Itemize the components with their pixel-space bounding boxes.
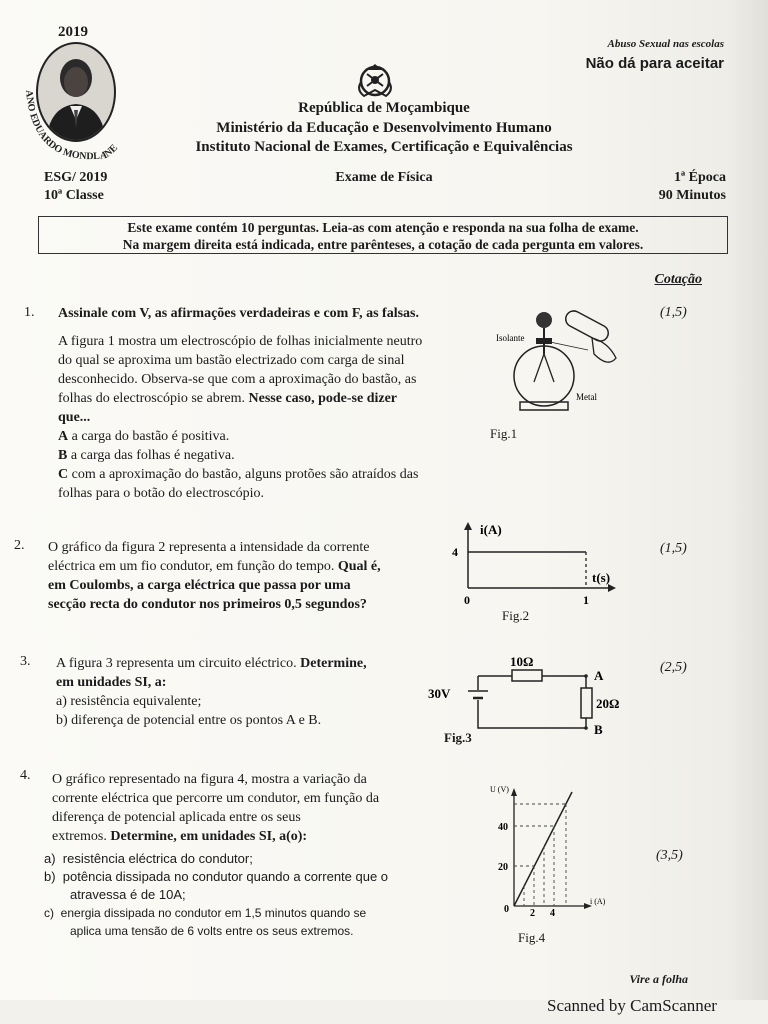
q1-line-5: que... [58,410,91,425]
q4-item-a-letter: a) [44,851,56,866]
fig4-y-20: 20 [498,862,508,873]
q2-score: (1,5) [660,541,687,556]
exam-duration: 90 Minutos [658,188,726,203]
q2-number: 2. [14,538,25,553]
q4-item-c-letter: c) [44,906,54,920]
label-isolante: Isolante [496,333,525,343]
q4-score: (3,5) [656,848,683,863]
label-metal: Metal [576,392,597,402]
q4-item-b [44,868,454,886]
slogan-line-2: Não dá para aceitar [585,55,724,72]
q1-option-c-cont: folhas para o botão do electroscópio. [58,486,265,501]
exam-code: ESG/ 2019 [44,170,108,185]
scanner-watermark [0,996,768,1016]
circuit-wire-left-bottom [478,676,584,728]
instructions-line-1: Este exame contém 10 perguntas. Leia-as com atenção e responda na sua folha de exame. [127,220,639,235]
instructions-box [38,216,728,254]
q3-item-b: b) diferença de potencial entre os pontos A e B. [56,713,322,728]
q1-line-2: do qual se aproxima um bastão electrizado com carga de sinal [58,353,405,368]
q4-item-c-text: energia dissipada no condutor em 1,5 minutos quando se [60,906,367,920]
q1-option-c-text: com a aproximação do bastão, alguns protões são atraídos das [68,467,419,482]
figure-2-graph [440,516,630,608]
q4-line-1: O gráfico representado na figura 4, mostra a variação da [52,772,367,787]
logo-arc-text: ANO EDUARDO MONDLANE [22,89,120,163]
hand-icon [592,338,616,362]
charged-rod [563,308,611,344]
q3-number: 3. [20,654,31,669]
q4-line-4 [52,827,452,846]
q4-item-b-text: potência dissipada no condutor quando a corrente que o [62,869,389,884]
slogan-line-1: Abuso Sexual nas escolas [607,38,724,50]
q1-body [58,332,478,503]
q4-line-3: diferença de potencial aplicada entre os seus [52,810,301,825]
scanner-text: Scanned by CamScanner [547,996,717,1015]
r2-label: 20Ω [596,696,620,711]
q2-line-2a: eléctrica em um fio condutor, em função do tempo. [48,559,338,574]
q4-number: 4. [20,768,31,783]
fig2-x-tick: 1 [583,593,589,607]
q1-option-b [58,446,478,465]
q3-body [56,654,416,730]
figure-2-caption: Fig.2 [502,608,530,623]
q1-line-4 [58,389,478,408]
q3-line-2: em unidades SI, a: [56,675,167,690]
q1-option-b-letter: B [58,448,68,463]
logo-year: 2019 [58,24,88,40]
q4-item-b-letter: b) [44,869,56,884]
leaf-right [544,354,554,382]
leaf-left [534,354,544,382]
fig2-y-tick: 4 [452,545,458,559]
fig4-origin: 0 [504,904,509,915]
exam-grade: 10ª Classe [44,188,104,203]
exam-title: Exame de Física [335,170,433,185]
figure-4-caption: Fig.4 [518,930,546,945]
q2-line-1: O gráfico da figura 2 representa a intensidade da corrente [48,540,370,555]
q2-line-2 [48,557,448,576]
q4-item-c-cont: aplica uma tensão de 6 volts entre os seus extremos. [70,924,354,938]
fig4-line [514,792,572,906]
q1-option-c-letter: C [58,467,69,482]
exam-epoch: 1ª Época [673,170,726,185]
q1-score: (1,5) [660,305,687,320]
figure-4-graph [484,780,614,916]
q1-number: 1. [24,305,35,320]
q2-line-4: secção recta do condutor nos primeiros 0,5 segundos? [48,597,367,612]
q3-line-1 [56,654,416,673]
q1-prompt: Assinale com V, as afirmações verdadeiras e com F, as falsas. [58,306,419,321]
q1-option-b-text: a carga das folhas é negativa. [67,448,235,463]
q2-line-2b: Qual é, [337,559,381,574]
q4-item-a [44,850,454,868]
q4-item-a-text: resistência eléctrica do condutor; [62,851,253,866]
fig4-x-2: 2 [530,908,535,916]
q2-line-3: em Coulombs, a carga eléctrica que passa por uma [48,578,351,593]
q4-items [44,850,454,940]
resistor-10-ohm [512,670,542,681]
q1-line-1: A figura 1 mostra um electroscópio de folhas inicialmente neutro [58,334,423,349]
q3-line-1a: A figura 3 representa um circuito eléctrico. [56,656,301,671]
q1-line-4a: folhas do electroscópio se abrem. [58,391,249,406]
header-line-2: Ministério da Educação e Desenvolvimento Humano [216,120,552,136]
q3-score: (2,5) [660,660,687,675]
q4-body [52,770,452,846]
fig4-y-40: 40 [498,822,508,833]
q1-option-a-letter: A [58,429,69,444]
header-line-1: República de Moçambique [298,100,470,116]
q4-line-4b: Determine, em unidades SI, a(o): [110,829,308,844]
q1-option-a [58,427,478,446]
q3-line-1b: Determine, [300,656,367,671]
insulator-plug [536,338,552,344]
fig4-x-label: i (A) [590,897,606,906]
q1-line-3: desconhecido. Observa-se que com a aproximação do bastão, as [58,372,417,387]
fig2-origin: 0 [464,593,470,607]
turn-page-note: Vire a folha [629,972,688,986]
national-emblem-icon [352,60,398,100]
header-line-3: Instituto Nacional de Exames, Certificação e Equivalências [195,139,573,155]
figure-3-caption: Fig.3 [444,730,472,745]
q3-item-a: a) resistência equivalente; [56,694,202,709]
cotacao-heading: Cotação [654,272,702,287]
q1-line-4b: Nesse caso, pode-se dizer [248,391,398,406]
q4-item-b-cont: atravessa é de 10A; [70,887,186,902]
point-a-label: A [594,668,604,683]
q4-line-2: corrente eléctrica que percorre um condutor, em função da [52,791,380,806]
resistor-20-ohm [581,688,592,718]
q1-option-c [58,465,478,484]
electroscope-knob [536,312,552,328]
q4-line-4a: extremos. [52,829,111,844]
q1-option-a-text: a carga do bastão é positiva. [68,429,230,444]
fig4-y-label: U (V) [490,785,509,794]
voltage-label: 30V [428,686,451,701]
q2-body [48,538,448,614]
figure-1-caption: Fig.1 [490,426,518,441]
fig2-x-label: t(s) [592,570,611,585]
r1-label: 10Ω [510,654,534,669]
fig2-y-label: i(A) [480,522,502,537]
fig4-x-4: 4 [550,908,555,916]
instructions-line-2: Na margem direita está indicada, entre parênteses, a cotação de cada pergunta em valores. [122,237,644,252]
point-b-label: B [594,722,603,737]
